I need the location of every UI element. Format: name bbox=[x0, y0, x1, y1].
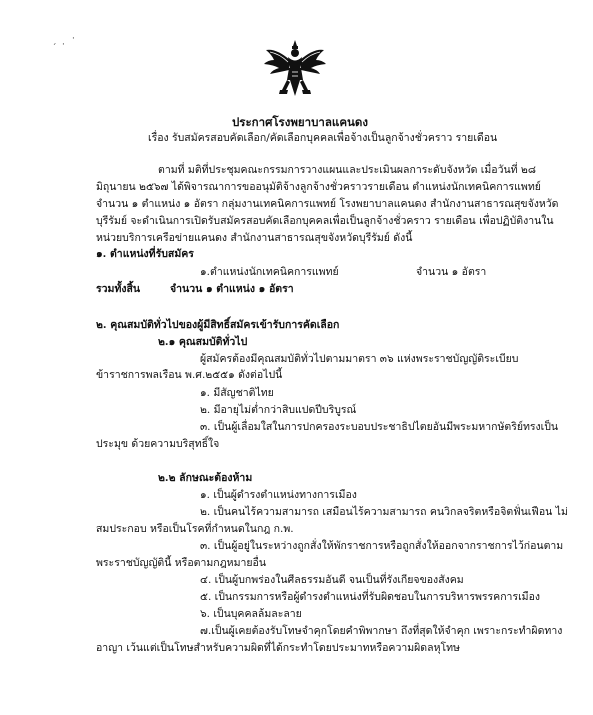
prohibition-line: สมประกอบ หรือเป็นโรคที่กำหนดในกฎ ก.พ. bbox=[96, 523, 294, 535]
intro-line: หน่วยบริการเครือข่ายแคนดง สำนักงานสาธารณสุขจังหวัดบุรีรัมย์ ดังนี้ bbox=[96, 232, 413, 244]
prohibition-line: ๒. เป็นคนไร้ความสามารถ เสมือนไร้ความสามารถ คนวิกลจริตหรือจิตฟั่นเฟือน ไม่ bbox=[200, 506, 568, 518]
scan-speck: ˊ bbox=[52, 44, 57, 54]
qualification-line: ๑. มีสัญชาติไทย bbox=[200, 387, 274, 399]
qualification-line: ผู้สมัครต้องมีคุณสมบัติทั่วไปตามมาตรา ๓๖ แห่งพระราชบัญญัติระเบียบ bbox=[200, 353, 519, 365]
intro-line: ตามที่ มติที่ประชุมคณะกรรมการวางแผนและประเมินผลการะดับจังหวัด เมื่อวันที่ ๒๘ bbox=[158, 164, 536, 176]
intro-line: จำนวน ๑ ตำแหน่ง ๑ อัตรา กลุ่มงานเทคนิคการแพทย์ โรงพยาบาลแคนดง สำนักงานสาธารณสุขจังหวัด bbox=[96, 198, 559, 210]
qualification-line: ๒. มีอายุไม่ต่ำกว่าสิบแปดปีบริบูรณ์ bbox=[200, 404, 357, 416]
intro-line: บุรีรัมย์ จะดำเนินการเปิดรับสมัครสอบคัดเลือกบุคคลเพื่อเป็นลูกจ้างชั่วคราว รายเดือน เพื่อปฏิบัติงานใน bbox=[96, 215, 554, 227]
total-value: จำนวน ๑ ตำแหน่ง ๑ อัตรา bbox=[170, 283, 294, 295]
prohibition-line: พระราชบัญญัตินี้ หรือตามกฎหมายอื่น bbox=[96, 557, 267, 569]
total-label: รวมทั้งสิ้น bbox=[96, 283, 141, 295]
prohibition-line: ๑. เป็นผู้ดำรงตำแหน่งทางการเมือง bbox=[200, 489, 357, 501]
position-count: จำนวน ๑ อัตรา bbox=[416, 266, 487, 278]
subsection-heading: ๒.๒ ลักษณะต้องห้าม bbox=[158, 472, 253, 484]
scan-speck: · bbox=[72, 34, 75, 44]
qualification-line: ประมุข ด้วยความบริสุทธิ์ใจ bbox=[96, 438, 220, 450]
intro-line: มิถุนายน ๒๕๖๗ ได้พิจารณาการขออนุมัติจ้างลูกจ้างชั่วคราวรายเดือน ตำแหน่งนักเทคนิคการแพทย์ bbox=[96, 181, 541, 193]
section1-heading: ๑. ตำแหน่งที่รับสมัคร bbox=[96, 248, 194, 260]
subsection-heading: ๒.๑ คุณสมบัติทั่วไป bbox=[158, 336, 248, 348]
prohibition-line: อาญา เว้นแต่เป็นโทษสำหรับความผิดที่ได้กระทำโดยประมาทหรือความผิดลหุโทษ bbox=[96, 642, 460, 654]
position-name: ๑.ตำแหน่งนักเทคนิคการแพทย์ bbox=[200, 266, 339, 278]
prohibition-line: ๓. เป็นผู้อยู่ในระหว่างถูกสั่งให้พักราชการหรือถูกสั่งให้ออกจากราชการไว้ก่อนตาม bbox=[200, 540, 564, 552]
prohibition-line: ๕. เป็นกรรมการหรือผู้ดำรงตำแหน่งที่รับผิดชอบในการบริหารพรรคการเมือง bbox=[200, 591, 541, 603]
section2-heading: ๒. คุณสมบัติทั่วไปของผู้มีสิทธิ์สมัครเข้ารับการคัดเลือก bbox=[96, 319, 340, 331]
scan-speck: · bbox=[62, 40, 65, 50]
prohibition-line: ๖. เป็นบุคคลล้มละลาย bbox=[200, 608, 302, 620]
document-subject: เรื่อง รับสมัครสอบคัดเลือก/คัดเลือกบุคคลเพื่อจ้างเป็นลูกจ้างชั่วคราว รายเดือน bbox=[148, 132, 498, 144]
document-title: ประกาศโรงพยาบาลแคนดง bbox=[232, 115, 368, 129]
garuda-emblem-icon bbox=[262, 38, 328, 102]
prohibition-line: ๗.เป็นผู้เคยต้องรับโทษจำคุกโดยคำพิพากษา ถึงที่สุดให้จำคุก เพราะกระทำผิดทาง bbox=[200, 625, 563, 637]
prohibition-line: ๔. เป็นผู้บกพร่องในศีลธรรมอันดี จนเป็นที่รังเกียจของสังคม bbox=[200, 574, 464, 586]
qualification-line: ๓. เป็นผู้เลื่อมใสในการปกครองระบอบประชาธิปไตยอันมีพระมหากษัตริย์ทรงเป็น bbox=[200, 421, 559, 433]
qualification-line: ข้าราชการพลเรือน พ.ศ.๒๕๕๑ ดังต่อไปนี้ bbox=[96, 369, 283, 381]
